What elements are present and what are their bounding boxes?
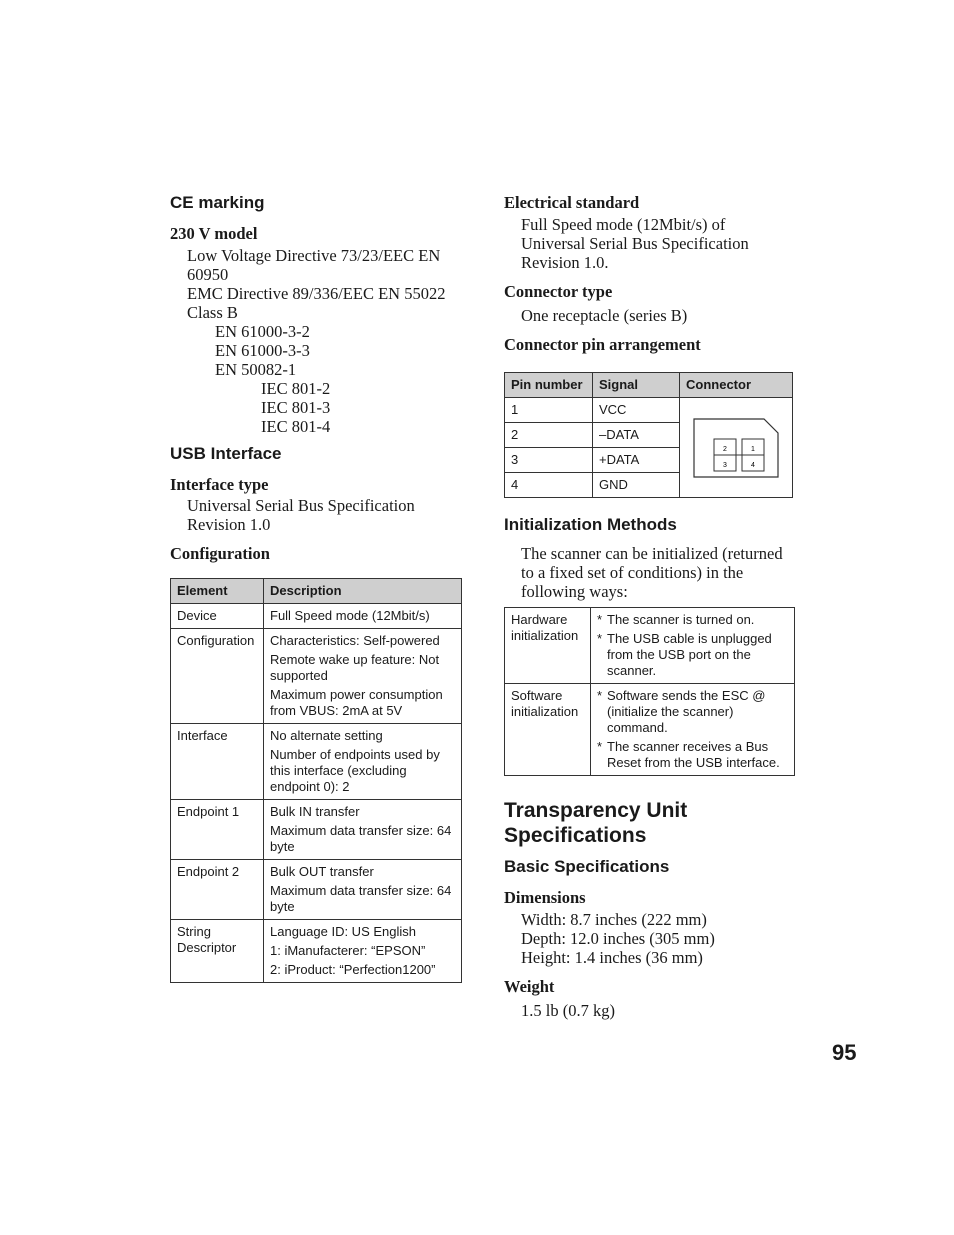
configuration-table	[170, 578, 462, 983]
model-heading: 230 V model	[170, 224, 258, 243]
description-line: Bulk IN transfer	[270, 804, 360, 819]
interface-type-line: Revision 1.0	[187, 515, 271, 534]
table-row	[505, 398, 793, 423]
description-cell	[264, 724, 462, 800]
weight-text: 1.5 lb (0.7 kg)	[521, 1001, 615, 1020]
table-row	[505, 608, 795, 684]
pin-number-cell: 4	[505, 473, 593, 498]
ce-line: IEC 801-4	[261, 417, 331, 436]
interface-type-heading: Interface type	[170, 475, 269, 494]
signal-cell: –DATA	[593, 423, 680, 448]
pin-label: 4	[751, 461, 755, 469]
description-line: Number of endpoints used by this interface (excluding endpoint 0): 2	[270, 747, 440, 794]
pin-number-cell: 2	[505, 423, 593, 448]
pin-table	[504, 372, 793, 498]
table-row	[171, 920, 462, 983]
init-intro-line: to a fixed set of conditions) in the	[521, 563, 744, 582]
description-line: Maximum power consumption from VBUS: 2mA at 5V	[270, 687, 443, 718]
electrical-standard-heading: Electrical standard	[504, 193, 640, 212]
page-number: 95	[832, 1040, 857, 1065]
init-items-cell	[591, 684, 795, 776]
electrical-line: Full Speed mode (12Mbit/s) of	[521, 215, 726, 234]
description-line: 2: iProduct: “Perfection1200”	[270, 962, 436, 977]
ce-line: EN 61000-3-2	[215, 322, 310, 341]
description-line: Language ID: US English	[270, 924, 416, 939]
ce-line: EMC Directive 89/336/EEC EN 55022	[187, 284, 446, 303]
bullet-marker: *	[597, 739, 603, 754]
description-cell	[264, 920, 462, 983]
right-column	[504, 192, 796, 1020]
ce-line: IEC 801-3	[261, 398, 331, 417]
table-row	[171, 629, 462, 724]
description-cell	[264, 860, 462, 920]
table-row	[505, 684, 795, 776]
description-line: No alternate setting	[270, 728, 383, 743]
description-line: Maximum data transfer size: 64 byte	[270, 883, 452, 914]
table-row	[171, 800, 462, 860]
connector-type-text: One receptacle (series B)	[521, 306, 688, 325]
column-header: Element	[171, 579, 264, 604]
pin-number-cell: 3	[505, 448, 593, 473]
transparency-unit-heading: Specifications	[504, 824, 647, 847]
electrical-line: Universal Serial Bus Specification	[521, 234, 749, 253]
bullet-item: * The USB cable is unplugged from the USB port on the scanner.	[597, 631, 772, 678]
description-line: Bulk OUT transfer	[270, 864, 374, 879]
electrical-line: Revision 1.0.	[521, 253, 609, 272]
signal-cell: +DATA	[593, 448, 680, 473]
init-intro-line: following ways:	[521, 582, 628, 601]
description-cell	[264, 604, 462, 629]
column-header: Pin number	[505, 373, 593, 398]
pin-arrangement-heading: Connector pin arrangement	[504, 335, 701, 354]
initialization-methods-heading: Initialization Methods	[504, 515, 677, 534]
ce-line: Low Voltage Directive 73/23/EEC EN	[187, 246, 441, 265]
element-cell: Configuration	[171, 629, 264, 724]
transparency-unit-heading: Transparency Unit	[504, 799, 688, 822]
description-line: Remote wake up feature: Not supported	[270, 652, 440, 683]
init-intro-line: The scanner can be initialized (returned	[521, 544, 783, 563]
configuration-heading: Configuration	[170, 544, 270, 563]
bullet-item: * The scanner is turned on.	[597, 612, 755, 627]
element-cell: Endpoint 1	[171, 800, 264, 860]
table-row	[171, 860, 462, 920]
init-items-cell	[591, 608, 795, 684]
element-cell: Interface	[171, 724, 264, 800]
initialization-table	[504, 607, 795, 776]
element-cell: String Descriptor	[171, 920, 264, 983]
pin-label: 1	[751, 445, 755, 453]
description-line: 1: iManufacterer: “EPSON”	[270, 943, 426, 958]
connector-diagram-cell	[680, 398, 793, 498]
init-type-cell: Software initialization	[505, 684, 591, 776]
left-column	[170, 192, 462, 983]
dimensions-heading: Dimensions	[504, 888, 586, 907]
interface-type-line: Universal Serial Bus Specification	[187, 496, 415, 515]
bullet-marker: *	[597, 631, 603, 646]
description-line: Characteristics: Self-powered	[270, 633, 440, 648]
signal-cell: GND	[593, 473, 680, 498]
description-line: Maximum data transfer size: 64 byte	[270, 823, 452, 854]
pin-label: 2	[723, 445, 727, 453]
ce-line: EN 50082-1	[215, 360, 297, 379]
signal-cell: VCC	[593, 398, 680, 423]
usb-interface-heading: USB Interface	[170, 444, 282, 463]
ce-marking-heading: CE marking	[170, 193, 265, 212]
ce-line: Class B	[187, 303, 238, 322]
description-cell	[264, 800, 462, 860]
description-line: Full Speed mode (12Mbit/s)	[270, 608, 430, 623]
bullet-marker: *	[597, 612, 603, 627]
column-header: Description	[264, 579, 462, 604]
table-header-row	[171, 579, 462, 604]
connector-type-heading: Connector type	[504, 282, 613, 301]
ce-line: EN 61000-3-3	[215, 341, 310, 360]
init-type-cell: Hardware initialization	[505, 608, 591, 684]
description-cell	[264, 629, 462, 724]
dimension-line: Height: 1.4 inches (36 mm)	[521, 948, 703, 967]
element-cell: Device	[171, 604, 264, 629]
column-header: Connector	[680, 373, 793, 398]
bullet-item: * The scanner receives a Bus Reset from the USB interface.	[597, 739, 780, 770]
pin-label: 3	[723, 461, 727, 469]
element-cell: Endpoint 2	[171, 860, 264, 920]
pin-number-cell: 1	[505, 398, 593, 423]
table-row	[171, 724, 462, 800]
usb-b-connector-icon	[686, 411, 786, 481]
bullet-item: * Software sends the ESC @ (initialize the scanner) command.	[597, 688, 766, 735]
weight-heading: Weight	[504, 977, 555, 996]
basic-specifications-heading: Basic Specifications	[504, 857, 670, 876]
column-header: Signal	[593, 373, 680, 398]
dimension-line: Depth: 12.0 inches (305 mm)	[521, 929, 715, 948]
bullet-marker: *	[597, 688, 603, 703]
ce-line: IEC 801-2	[261, 379, 331, 398]
table-row	[171, 604, 462, 629]
ce-line: 60950	[187, 265, 229, 284]
dimension-line: Width: 8.7 inches (222 mm)	[521, 910, 707, 929]
table-header-row	[505, 373, 793, 398]
